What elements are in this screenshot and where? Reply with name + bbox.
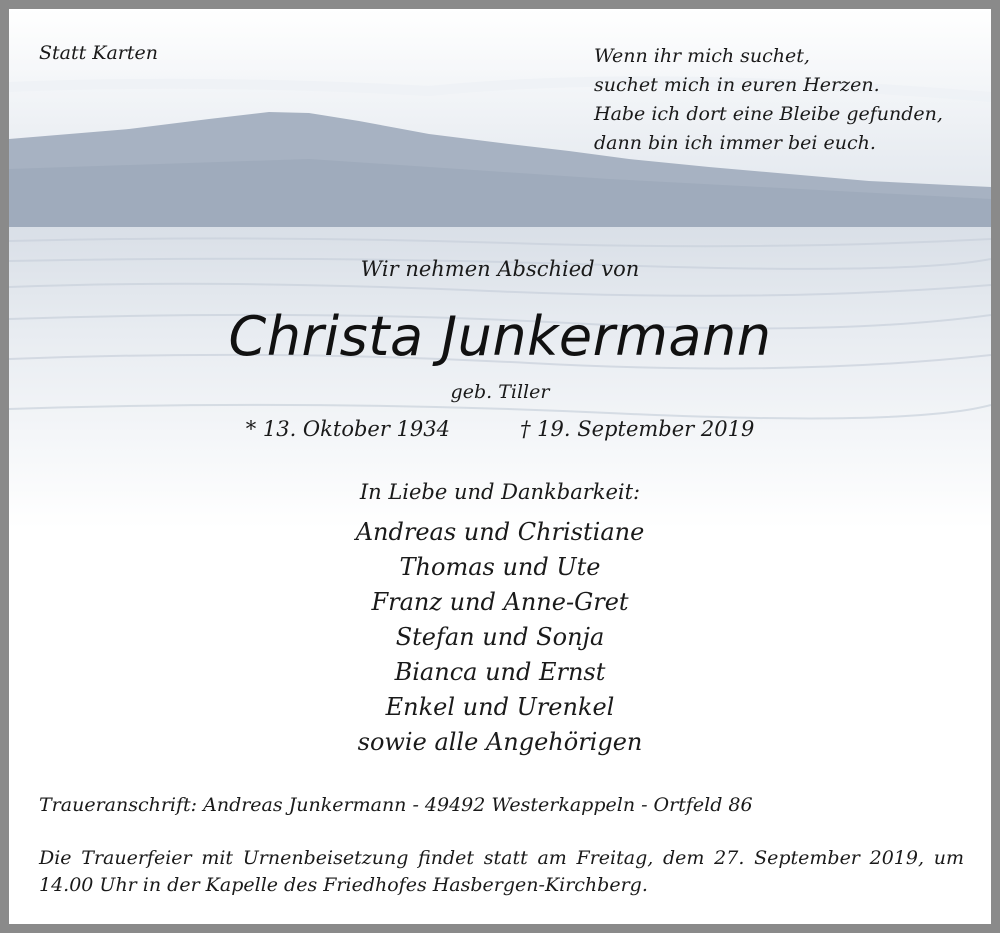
obituary-card <box>9 9 991 924</box>
mourner-entry: Andreas und Christiane <box>355 518 645 546</box>
poem-line: Wenn ihr mich suchet, <box>594 45 810 67</box>
statt-karten-label: Statt Karten <box>39 42 159 64</box>
poem-line: suchet mich in euren Herzen. <box>594 74 880 96</box>
poem-line: dann bin ich immer bei euch. <box>594 132 876 154</box>
mourner-entry: sowie alle Angehörigen <box>357 728 643 756</box>
mourner-entry: Stefan und Sonja <box>395 623 605 651</box>
deceased-name: Christa Junkermann <box>228 305 772 368</box>
poem-line: Habe ich dort eine Bleibe gefunden, <box>594 103 943 125</box>
life-dates <box>9 417 991 441</box>
poem <box>594 42 943 158</box>
mourning-address: Traueranschrift: Andreas Junkermann - 49492 Westerkappeln - Ortfeld 86 <box>39 794 753 816</box>
mourners-list <box>9 515 991 760</box>
farewell-intro: Wir nehmen Abschied von <box>360 257 640 281</box>
mourner-entry: Enkel und Urenkel <box>385 693 615 721</box>
mourner-entry: Franz und Anne-Gret <box>371 588 629 616</box>
mourner-entry: Thomas und Ute <box>399 553 601 581</box>
mourner-entry: Bianca und Ernst <box>394 658 606 686</box>
birth-date: * 13. Oktober 1934 <box>245 417 450 441</box>
mourners-intro: In Liebe und Dankbarkeit: <box>359 480 641 504</box>
death-date: † 19. September 2019 <box>520 417 755 441</box>
birth-name: geb. Tiller <box>450 381 550 403</box>
funeral-notice: Die Trauerfeier mit Urnenbeisetzung findet statt am Freitag, dem 27. September 2019, um 14.00 Uhr in der Kapelle des Friedhofes Hasbergen-Kirchberg. <box>39 847 964 896</box>
